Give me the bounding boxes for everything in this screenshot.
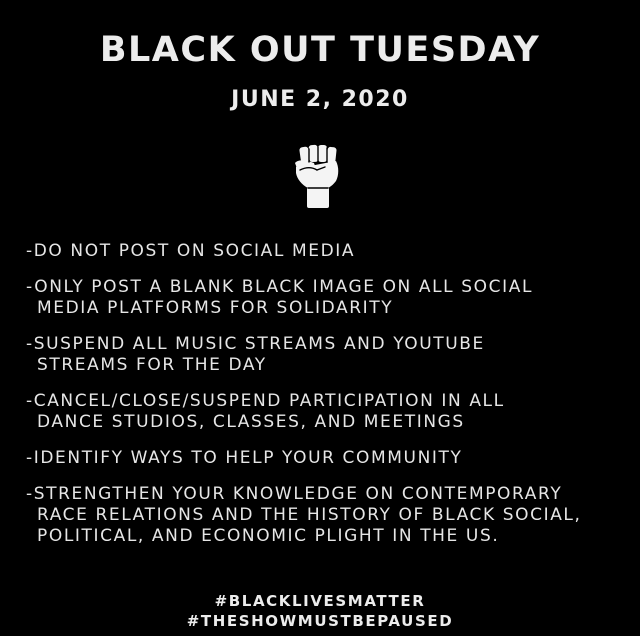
list-item bbox=[26, 334, 626, 376]
list-item bbox=[26, 484, 626, 547]
list-item-line: MEDIA PLATFORMS FOR SOLIDARITY bbox=[37, 298, 394, 318]
hashtag-blacklivesmatter: #BLACKLIVESMATTER bbox=[214, 592, 426, 610]
list-item-line: -CANCEL/CLOSE/SUSPEND PARTICIPATION IN ALL bbox=[26, 391, 505, 411]
list-item-line: POLITICAL, AND ECONOMIC PLIGHT IN THE US. bbox=[37, 526, 500, 546]
list-item-line: -SUSPEND ALL MUSIC STREAMS AND YOUTUBE bbox=[26, 334, 485, 354]
list-item-line: -IDENTIFY WAYS TO HELP YOUR COMMUNITY bbox=[26, 448, 463, 468]
list-item-line: RACE RELATIONS AND THE HISTORY OF BLACK SOCIAL, bbox=[37, 505, 582, 525]
list-item-line: -STRENGTHEN YOUR KNOWLEDGE ON CONTEMPORARY bbox=[26, 484, 563, 504]
list-item-line: -ONLY POST A BLANK BLACK IMAGE ON ALL SOCIAL bbox=[26, 277, 534, 297]
hashtag-theshowmustbepaused: #THESHOWMUSTBEPAUSED bbox=[186, 612, 454, 630]
hashtags bbox=[0, 591, 640, 631]
list-item bbox=[26, 241, 626, 262]
raised-fist-icon bbox=[292, 143, 342, 209]
list-item bbox=[26, 391, 626, 433]
list-item-line: DANCE STUDIOS, CLASSES, AND MEETINGS bbox=[37, 412, 465, 432]
poster-date: JUNE 2, 2020 bbox=[231, 87, 409, 112]
poster-title: BLACK OUT TUESDAY bbox=[99, 30, 541, 70]
instruction-list bbox=[26, 241, 626, 562]
list-item-line: -DO NOT POST ON SOCIAL MEDIA bbox=[26, 241, 356, 261]
list-item bbox=[26, 277, 626, 319]
list-item-line: STREAMS FOR THE DAY bbox=[37, 355, 267, 375]
list-item bbox=[26, 448, 626, 469]
